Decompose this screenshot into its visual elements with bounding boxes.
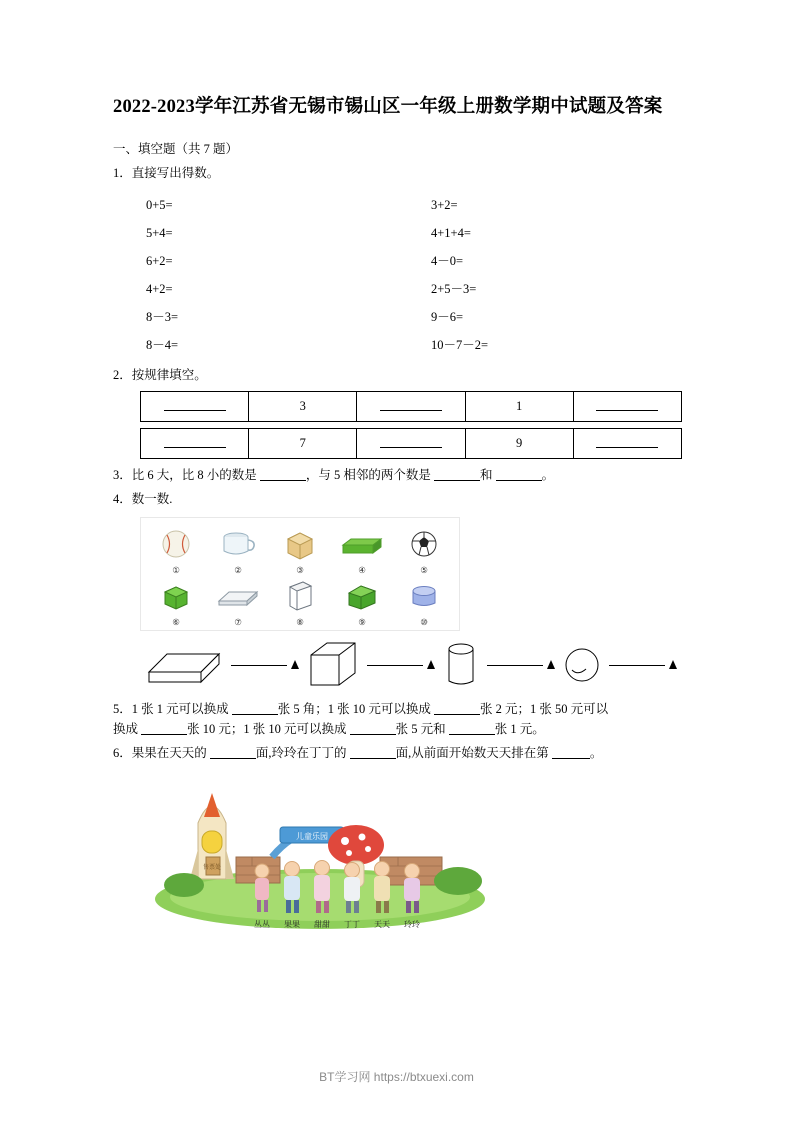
question-4-label: 4．数一数.: [113, 492, 173, 506]
shape-number: ④: [358, 565, 366, 575]
white-box-icon: [283, 577, 317, 613]
shape-item: [209, 579, 267, 628]
cylinder-icon: [439, 637, 483, 693]
calc-item: 6+2=: [146, 254, 173, 268]
answer-blank[interactable]: [552, 747, 590, 759]
question-6-part: 6．果果在天天的: [113, 746, 207, 760]
answer-blank[interactable]: [449, 723, 495, 735]
calc-row: [113, 219, 683, 247]
shape-item: [147, 527, 205, 576]
sequence-connector: [487, 660, 555, 670]
table-cell: [141, 392, 249, 422]
answer-blank[interactable]: [596, 436, 658, 448]
question-6-part: 。: [589, 746, 603, 760]
mug-icon: [219, 527, 257, 561]
sequence-connector: [231, 660, 299, 670]
calc-row: [113, 275, 683, 303]
answer-blank[interactable]: [496, 469, 542, 481]
shape-sequence: [143, 637, 683, 693]
table-cell: [573, 429, 681, 459]
sphere-icon: [559, 642, 605, 688]
calc-item: 5+4=: [146, 226, 173, 240]
flat-slab-icon: [215, 579, 261, 613]
shape-number: ③: [296, 565, 304, 575]
calc-item: 8－3=: [146, 310, 179, 324]
park-illustration: [140, 771, 500, 939]
shape-number: ⑩: [420, 617, 428, 627]
question-1-grid: [113, 191, 683, 359]
answer-blank[interactable]: [164, 436, 226, 448]
calc-row: [113, 303, 683, 331]
cube-icon: [303, 637, 363, 693]
baseball-icon: [159, 527, 193, 561]
arrow-up-icon: [291, 660, 299, 669]
shape-number: ⑨: [358, 617, 366, 627]
question-6-part: 面,从前面开始数天天排在第: [395, 746, 549, 760]
rocket-icon: [190, 793, 234, 879]
shape-row-bottom: [145, 576, 455, 628]
answer-blank[interactable]: [260, 469, 306, 481]
table-row: [141, 392, 682, 422]
answer-blank[interactable]: [141, 723, 187, 735]
question-5-part: 5．1 张 1 元可以换成: [113, 702, 229, 716]
shape-item: [271, 577, 329, 628]
cube-box-icon: [283, 527, 317, 561]
child-name-label: 天天: [374, 920, 390, 929]
calc-row: [113, 331, 683, 359]
calc-item: 9－6=: [431, 310, 464, 324]
question-3-part: 和: [480, 468, 493, 482]
table-cell: [573, 392, 681, 422]
question-5-part: 换成: [113, 722, 139, 736]
pattern-table-1: [140, 391, 682, 422]
shape-row-top: [145, 524, 455, 576]
answer-blank[interactable]: [596, 399, 658, 411]
question-2-label: 2．按规律填空。: [113, 368, 207, 382]
shape-item: [147, 579, 205, 628]
calc-item: 4+2=: [146, 282, 173, 296]
question-6: [113, 743, 683, 763]
ticket-booth-label: 售票处: [202, 865, 222, 871]
shape-item: [395, 527, 453, 576]
table-cell: 7: [249, 429, 357, 459]
table-cell: [357, 392, 465, 422]
child-name-label: 玲玲: [404, 920, 420, 929]
park-sign-label: 儿童乐园: [296, 832, 328, 841]
sequence-connector: [367, 660, 435, 670]
calc-item: 4+1+4=: [431, 226, 471, 240]
shape-number: ②: [234, 565, 242, 575]
shape-number: ⑤: [420, 565, 428, 575]
arrow-up-icon: [427, 660, 435, 669]
arrow-up-icon: [547, 660, 555, 669]
bush-right: [434, 867, 482, 895]
sequence-connector: [609, 660, 677, 670]
answer-blank[interactable]: [210, 747, 256, 759]
table-cell: [141, 429, 249, 459]
question-5-part: 张 5 元和: [395, 722, 446, 736]
shape-number: ⑦: [234, 617, 242, 627]
bush-left: [164, 873, 204, 897]
question-3-part: 。: [541, 468, 555, 482]
green-cube2-icon: [343, 579, 381, 613]
shape-item: [333, 579, 391, 628]
green-bar-icon: [339, 527, 385, 561]
question-5: [113, 699, 683, 739]
answer-blank[interactable]: [232, 703, 278, 715]
question-5-part: 张 10 元；1 张 10 元可以换成: [187, 722, 347, 736]
calc-item: 8－4=: [146, 338, 179, 352]
child-name-label: 丁丁: [344, 920, 360, 929]
child-name-label: 果果: [284, 920, 300, 929]
arrow-up-icon: [669, 660, 677, 669]
section-heading-1: 一、填空题（共 7 题）: [113, 142, 239, 156]
answer-blank[interactable]: [350, 723, 396, 735]
question-1-label: 1．直接写出得数。: [113, 166, 220, 180]
shape-number: ⑥: [172, 617, 180, 627]
table-row: [141, 429, 682, 459]
calc-item: 10－7－2=: [431, 338, 489, 352]
shape-item: [209, 527, 267, 576]
answer-blank[interactable]: [434, 469, 480, 481]
calc-row: [113, 247, 683, 275]
pattern-table-2: [140, 428, 682, 459]
table-cell: [357, 429, 465, 459]
page-title: 2022-2023学年江苏省无锡市锡山区一年级上册数学期中试题及答案: [113, 97, 663, 117]
cuboid-icon: [143, 640, 227, 690]
child-name-label: 丛丛: [254, 920, 270, 929]
child-name-label: 甜甜: [314, 920, 330, 929]
document-content: [113, 88, 683, 943]
table-cell: 9: [465, 429, 573, 459]
answer-blank[interactable]: [380, 399, 442, 411]
calc-item: 4－0=: [431, 254, 464, 268]
shape-item: [333, 527, 391, 576]
calc-item: 3+2=: [431, 198, 458, 212]
calc-item: 0+5=: [146, 198, 173, 212]
park-figure: [140, 771, 500, 939]
answer-blank[interactable]: [380, 436, 442, 448]
answer-blank[interactable]: [164, 399, 226, 411]
shape-number: ⑧: [296, 617, 304, 627]
question-3-part: 3．比 6 大，比 8 小的数是: [113, 468, 257, 482]
answer-blank[interactable]: [350, 747, 396, 759]
shape-number: ①: [172, 565, 180, 575]
shape-item: [271, 527, 329, 576]
green-cube-icon: [159, 579, 193, 613]
footer-watermark: BT学习网 https://btxuexi.com: [319, 1070, 474, 1084]
question-5-part: 张 5 角；1 张 10 元可以换成: [277, 702, 431, 716]
shapes-figure: [140, 517, 460, 631]
question-5-part: 张 2 元；1 张 50 元可以: [480, 702, 609, 716]
question-6-part: 面,玲玲在丁丁的: [255, 746, 347, 760]
soccer-ball-icon: [407, 527, 441, 561]
table-cell: 3: [249, 392, 357, 422]
calc-item: 2+5－3=: [431, 282, 477, 296]
question-3: [113, 465, 683, 485]
question-5-part: 张 1 元。: [494, 722, 545, 736]
shape-item: [395, 579, 453, 628]
calc-row: [113, 191, 683, 219]
answer-blank[interactable]: [434, 703, 480, 715]
table-cell: 1: [465, 392, 573, 422]
question-3-part: ，与 5 相邻的两个数是: [305, 468, 431, 482]
blue-cylinder-icon: [405, 579, 443, 613]
